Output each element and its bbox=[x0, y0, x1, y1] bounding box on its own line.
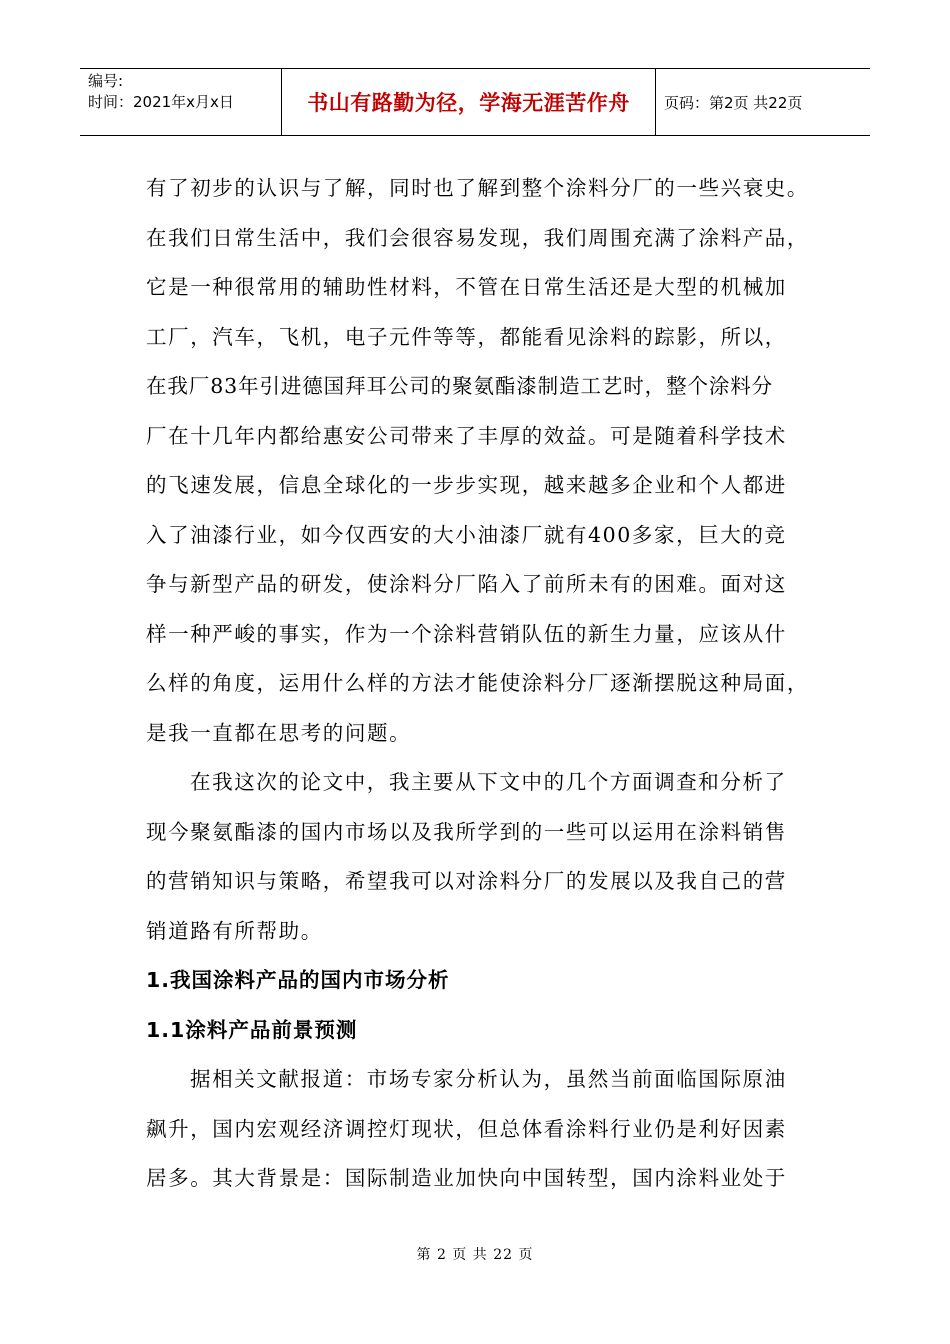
text-line: 有了初步的认识与了解，同时也了解到整个涂料分厂的一些兴衰史。 bbox=[146, 176, 809, 200]
text-line: 飙升，国内宏观经济调控灯现状，但总体看涂料行业仍是利好因素 bbox=[146, 1116, 787, 1141]
text-line: 入了油漆行业，如今仅西安的大小油漆厂就有400多家，巨大的竞 bbox=[146, 522, 787, 547]
number-label: 编号: bbox=[88, 72, 124, 90]
text-line: 的营销知识与策略，希望我可以对涂料分厂的发展以及我自己的营 bbox=[146, 869, 787, 893]
text-line: 在我厂83年引进德国拜耳公司的聚氨酯漆制造工艺时，整个涂料分 bbox=[146, 374, 774, 398]
text-line: 工厂，汽车，飞机，电子元件等等，都能看见涂料的踪影，所以， bbox=[146, 324, 787, 349]
text-line: 销道路有所帮助。 bbox=[146, 918, 323, 943]
text-line: 是我一直都在思考的问题。 bbox=[146, 720, 412, 745]
paragraph-3 bbox=[146, 1055, 816, 1204]
header-motto: 书山有路勤为径，学海无涯苦作舟 bbox=[282, 69, 656, 135]
paragraph-2 bbox=[146, 758, 816, 956]
text-line: 样一种严峻的事实，作为一个涂料营销队伍的新生力量，应该从什 bbox=[146, 621, 787, 646]
text-line: 厂在十几年内都给惠安公司带来了丰厚的效益。可是随着科学技术 bbox=[146, 423, 787, 448]
time-label: 时间：2021年x月x日 bbox=[88, 93, 234, 111]
text-line: 争与新型产品的研发，使涂料分厂陷入了前所未有的困难。面对这 bbox=[146, 572, 787, 596]
subsection-heading: 1.1涂料产品前景预测 bbox=[146, 1017, 358, 1042]
page-header bbox=[80, 68, 870, 136]
text-line: 它是一种很常用的辅助性材料，不管在日常生活还是大型的机械加 bbox=[146, 275, 787, 299]
page-footer: 第 2 页 共 22 页 bbox=[416, 1247, 534, 1263]
text-line: 么样的角度，运用什么样的方法才能使涂料分厂逐渐摆脱这种局面， bbox=[146, 671, 809, 695]
text-line: 据相关文献报道：市场专家分析认为，虽然当前面临国际原油 bbox=[190, 1067, 787, 1091]
text-line: 现今聚氨酯漆的国内市场以及我所学到的一些可以运用在涂料销售 bbox=[146, 819, 787, 844]
text-line: 居多。其大背景是：国际制造业加快向中国转型，国内涂料业处于 bbox=[146, 1166, 787, 1190]
section-heading: 1.我国涂料产品的国内市场分析 bbox=[146, 968, 450, 992]
paragraph-1 bbox=[146, 164, 816, 758]
text-line: 在我们日常生活中，我们会很容易发现，我们周围充满了涂料产品， bbox=[146, 225, 809, 250]
header-page-info: 页码：第2页 共22页 bbox=[664, 93, 803, 112]
text-line: 在我这次的论文中，我主要从下文中的几个方面调查和分析了 bbox=[190, 770, 787, 794]
header-meta bbox=[80, 69, 282, 135]
text-line: 的飞速发展，信息全球化的一步步实现，越来越多企业和个人都进 bbox=[146, 473, 787, 497]
document-body bbox=[146, 164, 816, 1204]
